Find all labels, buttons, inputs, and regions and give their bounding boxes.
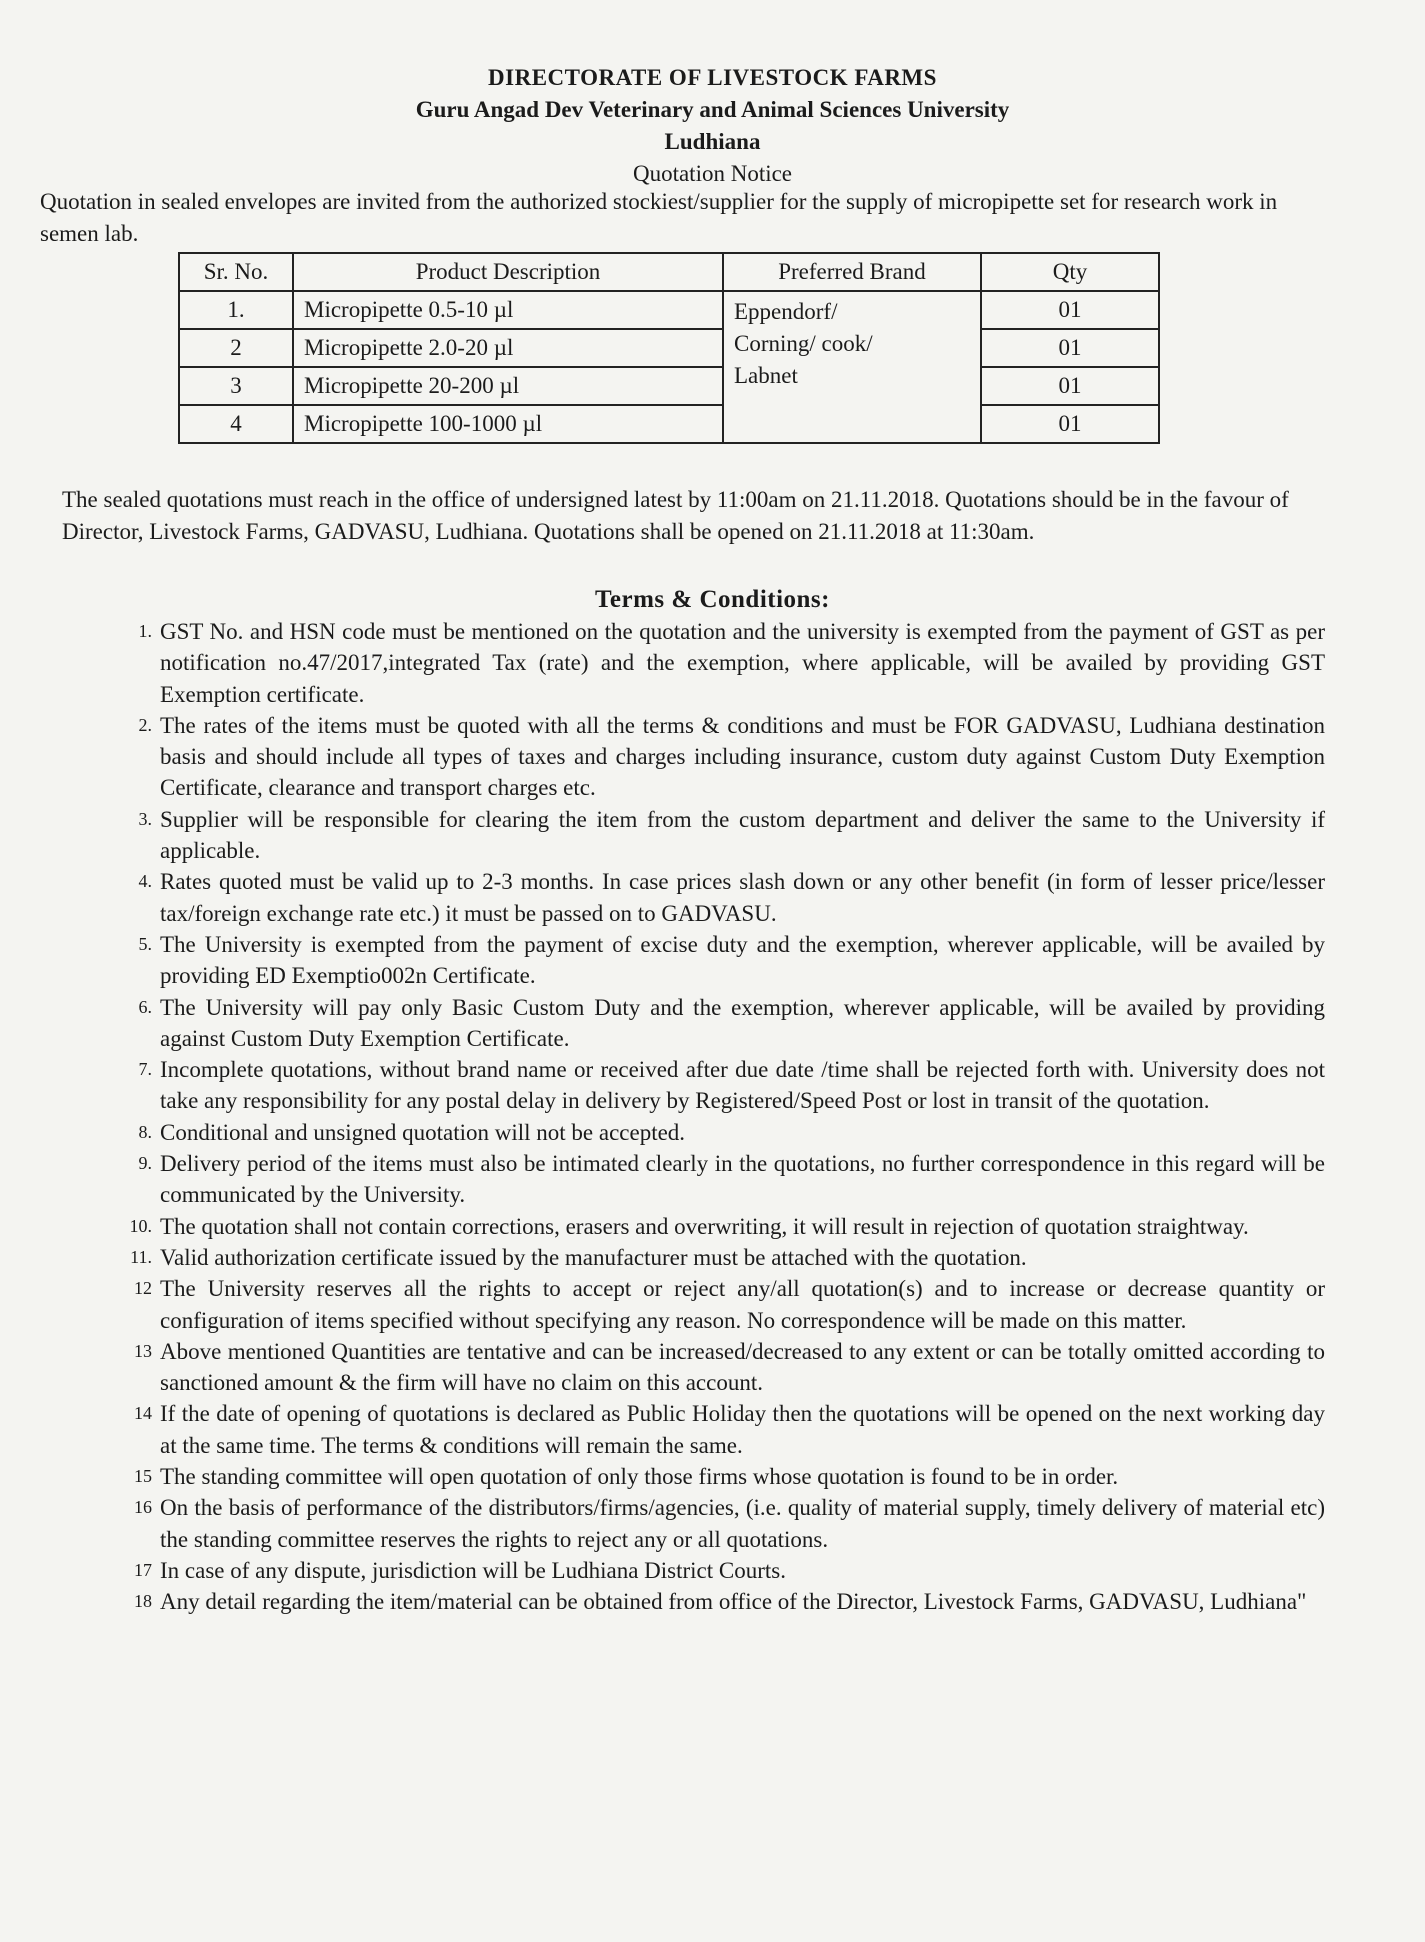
item-number: 14 — [134, 1403, 152, 1424]
list-item — [138, 710, 1325, 804]
cell-description: Micropipette 100-1000 µl — [293, 405, 723, 443]
item-text: Supplier will be responsible for clearing the item from the custom department and deliver the same to the University if applicable. — [160, 806, 1325, 864]
item-number: 7. — [138, 1059, 152, 1080]
list-item — [134, 1492, 1325, 1555]
item-number: 3. — [138, 808, 152, 829]
list-item — [134, 1398, 1325, 1461]
cell-qty: 01 — [981, 367, 1159, 405]
list-item — [134, 1586, 1325, 1617]
item-text: Valid authorization certificate issued by the manufacturer must be attached with the quotation. — [160, 1244, 1027, 1270]
item-number: 17 — [134, 1559, 152, 1580]
list-item — [138, 929, 1325, 992]
item-number: 1. — [138, 621, 152, 641]
item-text: In case of any dispute, jurisdiction will be Ludhiana District Courts. — [160, 1557, 786, 1583]
cell-sr: 4 — [179, 405, 293, 443]
item-number: 6. — [138, 996, 152, 1017]
list-item — [134, 1461, 1325, 1492]
list-item — [138, 1054, 1325, 1117]
terms-list — [129, 616, 1325, 1618]
list-item — [129, 1211, 1325, 1242]
cell-description: Micropipette 0.5-10 µl — [293, 291, 723, 329]
terms-heading: Terms & Conditions: — [595, 586, 830, 613]
list-item — [138, 1148, 1325, 1211]
cell-sr: 2 — [179, 329, 293, 367]
item-text: If the date of opening of quotations is declared as Public Holiday then the quotations will be opened on the next working day at the same time. The terms & conditions will remain the same. — [160, 1401, 1325, 1458]
table-row — [179, 367, 1159, 405]
list-item — [138, 616, 1325, 710]
city-name: Ludhiana — [664, 129, 761, 154]
col-header-brand: Preferred Brand — [723, 253, 981, 291]
col-header-sr: Sr. No. — [179, 253, 293, 291]
item-number: 11. — [130, 1246, 152, 1267]
list-item — [138, 992, 1325, 1055]
item-number: 4. — [138, 871, 152, 892]
list-item — [134, 1273, 1325, 1336]
list-item — [134, 1336, 1325, 1399]
list-item — [138, 1117, 1325, 1148]
item-number: 18 — [134, 1591, 152, 1612]
item-number: 13 — [134, 1340, 152, 1361]
cell-description: Micropipette 2.0-20 µl — [293, 329, 723, 367]
cell-preferred-brand — [723, 291, 981, 443]
item-text: Rates quoted must be valid up to 2-3 months. In case prices slash down or any other benefit (in form of lesser price/lesser tax/foreign exchange rate etc.) it must be passed on to GADVASU. — [160, 869, 1325, 926]
item-number: 8. — [138, 1121, 152, 1142]
list-item — [130, 1242, 1325, 1273]
brand-line: Corning/ cook/ — [734, 331, 873, 356]
item-number: 12 — [134, 1278, 152, 1299]
directorate-title: DIRECTORATE OF LIVESTOCK FARMS — [488, 65, 937, 90]
col-header-qty: Qty — [981, 253, 1159, 291]
submission-deadline-paragraph: The sealed quotations must reach in the office of undersigned latest by 11:00am on 21.11.2018. Quotations should be in the favour of Director, Livestock Farms, GADVASU, Ludhiana. Quotations shall be opened on 21.11.2018 at 11:30am. — [62, 487, 1289, 544]
cell-sr: 3 — [179, 367, 293, 405]
item-number: 5. — [138, 933, 152, 954]
list-item — [138, 866, 1325, 929]
list-item — [134, 1555, 1325, 1586]
item-text: The rates of the items must be quoted with all the terms & conditions and must be FOR GADVASU, Ludhiana destination basis and should include all types of taxes and charges including insurance, custom duty against Custom Duty Exemption Certificate, clearance and transport charges etc. — [160, 712, 1325, 801]
item-number: 2. — [138, 714, 152, 735]
item-number: 10. — [129, 1215, 152, 1236]
item-text: Delivery period of the items must also be intimated clearly in the quotations, no further correspondence in this regard will be communicated by the University. — [160, 1151, 1325, 1208]
item-text: On the basis of performance of the distributors/firms/agencies, (i.e. quality of material supply, timely delivery of material etc) the standing committee reserves the rights to reject any or all quotations. — [160, 1495, 1325, 1552]
university-name: Guru Angad Dev Veterinary and Animal Sciences University — [415, 97, 1010, 122]
brand-line: Eppendorf/ — [734, 299, 838, 324]
item-text: GST No. and HSN code must be mentioned on the quotation and the university is exempted from the payment of GST as per notification no.47/2017,integrated Tax (rate) and the exemption, where applicable, will be availed by providing GST Exemption certificate. — [160, 619, 1325, 707]
cell-qty: 01 — [981, 291, 1159, 329]
intro-paragraph: Quotation in sealed envelopes are invited from the authorized stockiest/supplier for the supply of micropipette set for research work in semen lab. — [40, 189, 1278, 246]
cell-qty: 01 — [981, 329, 1159, 367]
col-header-description: Product Description — [293, 253, 723, 291]
table-row — [179, 291, 1159, 329]
brand-line: Labnet — [734, 363, 798, 388]
notice-title: Quotation Notice — [632, 161, 793, 186]
cell-sr: 1. — [179, 291, 293, 329]
cell-description: Micropipette 20-200 µl — [293, 367, 723, 405]
item-text: The University reserves all the rights to accept or reject any/all quotation(s) and to increase or decrease quantity or configuration of items specified without specifying any reason. No correspondence will be made on this matter. — [160, 1276, 1325, 1333]
table-row — [179, 329, 1159, 367]
cell-qty: 01 — [981, 405, 1159, 443]
item-number: 9. — [138, 1153, 152, 1174]
item-text: Conditional and unsigned quotation will not be accepted. — [160, 1119, 686, 1145]
item-text: Any detail regarding the item/material can be obtained from office of the Director, Livestock Farms, GADVASU, Ludhiana" — [160, 1589, 1307, 1615]
list-item — [138, 804, 1325, 867]
item-number: 15 — [134, 1466, 152, 1487]
item-text: The standing committee will open quotation of only those firms whose quotation is found to be in order. — [160, 1464, 1119, 1490]
item-text: The University will pay only Basic Custom Duty and the exemption, wherever applicable, will be availed by providing against Custom Duty Exemption Certificate. — [160, 994, 1325, 1051]
product-table — [178, 252, 1160, 444]
table-header-row — [179, 253, 1159, 291]
item-text: Above mentioned Quantities are tentative and can be increased/decreased to any extent or can be totally omitted according to sanctioned amount & the firm will have no claim on this account. — [160, 1338, 1325, 1396]
item-number: 16 — [134, 1497, 152, 1518]
item-text: The quotation shall not contain corrections, erasers and overwriting, it will result in rejection of quotation straightway. — [160, 1213, 1249, 1239]
letterhead — [0, 62, 1425, 190]
item-text: The University is exempted from the payment of excise duty and the exemption, wherever applicable, will be availed by providing ED Exemptio002n Certificate. — [160, 931, 1325, 989]
table-row — [179, 405, 1159, 443]
item-text: Incomplete quotations, without brand name or received after due date /time shall be rejected forth with. University does not take any responsibility for any postal delay in delivery by Registered/Speed Post or lost in transit of the quotation. — [160, 1057, 1325, 1114]
